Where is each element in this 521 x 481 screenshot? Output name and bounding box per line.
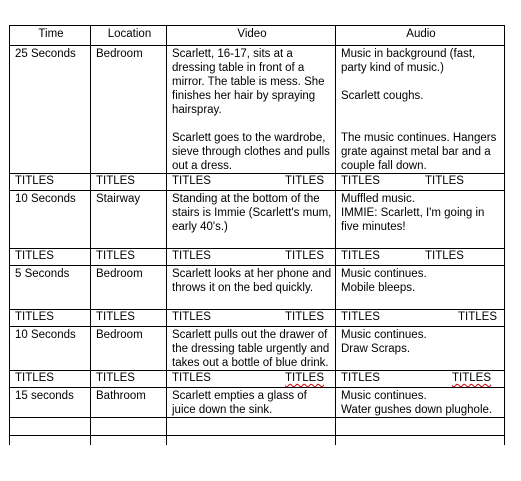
titles-cell: TITLES xyxy=(91,249,167,266)
empty-row xyxy=(10,436,505,446)
titles-audio-cell: TITLES TITLES xyxy=(336,310,505,327)
audio-cell: Music continues. Water gushes down plughole. xyxy=(336,388,505,418)
titles-video-cell: TITLES TITLES xyxy=(167,371,336,388)
location-cell: Bathroom xyxy=(91,388,167,418)
header-time: Time xyxy=(10,26,91,46)
table-row xyxy=(10,46,505,174)
titles-row xyxy=(10,249,505,266)
video-cell: Scarlett pulls out the drawer of the dressing table urgently and takes out a bottle of blue drink. xyxy=(167,327,336,371)
table-row xyxy=(10,327,505,371)
header-row xyxy=(10,26,505,46)
titles-cell: TITLES xyxy=(91,371,167,388)
time-cell: 25 Seconds xyxy=(10,46,91,174)
table-row xyxy=(10,191,505,249)
titles-video-cell: TITLES TITLES xyxy=(167,174,336,191)
location-cell: Stairway xyxy=(91,191,167,249)
video-cell: Standing at the bottom of the stairs is Immie (Scarlett's mum, early 40's.) xyxy=(167,191,336,249)
location-cell: Bedroom xyxy=(91,46,167,174)
time-cell: 15 seconds xyxy=(10,388,91,418)
table-row xyxy=(10,388,505,418)
video-cell: Scarlett, 16-17, sits at a dressing table in front of a mirror. The table is mess. She finishes her hair by spraying hairspray. Scarlett goes to the wardrobe, sieve through clothes and pulls out a dress. xyxy=(167,46,336,174)
time-cell: 10 Seconds xyxy=(10,327,91,371)
location-cell: Bedroom xyxy=(91,266,167,310)
titles-row xyxy=(10,310,505,327)
titles-row xyxy=(10,371,505,388)
audio-cell: Music continues. Draw Scraps. xyxy=(336,327,505,371)
titles-audio-cell: TITLES TITLES xyxy=(336,174,505,191)
titles-cell: TITLES xyxy=(91,174,167,191)
script-table xyxy=(9,25,505,445)
header-audio: Audio xyxy=(336,26,505,46)
header-location: Location xyxy=(91,26,167,46)
titles-video-cell: TITLES TITLES xyxy=(167,310,336,327)
titles-cell: TITLES xyxy=(10,310,91,327)
video-cell: Scarlett empties a glass of juice down the sink. xyxy=(167,388,336,418)
titles-cell: TITLES xyxy=(10,174,91,191)
audio-cell: Music continues. Mobile bleeps. xyxy=(336,266,505,310)
titles-video-cell: TITLES TITLES xyxy=(167,249,336,266)
titles-cell: TITLES xyxy=(10,249,91,266)
location-cell: Bedroom xyxy=(91,327,167,371)
titles-audio-cell: TITLES TITLES xyxy=(336,249,505,266)
empty-row xyxy=(10,418,505,436)
audio-cell: Music in background (fast, party kind of music.) Scarlett coughs. The music continues. Hangers grate against metal bar and a couple fall down. xyxy=(336,46,505,174)
header-video: Video xyxy=(167,26,336,46)
titles-row xyxy=(10,174,505,191)
titles-cell: TITLES xyxy=(91,310,167,327)
time-cell: 5 Seconds xyxy=(10,266,91,310)
table-row xyxy=(10,266,505,310)
audio-cell: Muffled music. IMMIE: Scarlett, I'm going in five minutes! xyxy=(336,191,505,249)
video-cell: Scarlett looks at her phone and throws it on the bed quickly. xyxy=(167,266,336,310)
time-cell: 10 Seconds xyxy=(10,191,91,249)
titles-cell: TITLES xyxy=(10,371,91,388)
titles-audio-cell: TITLES TITLES xyxy=(336,371,505,388)
